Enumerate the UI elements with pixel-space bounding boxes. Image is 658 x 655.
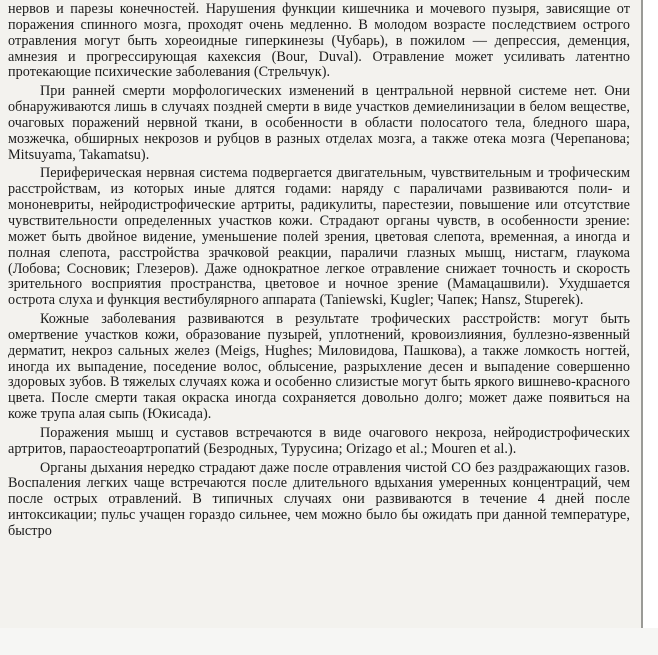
paragraph-6: Органы дыхания нередко страдают даже после отравления чистой CO без раздражающих газов. Воспаления легких чаще встречаются после длительного вдыхания умеренных концентраций, чем после острых отравлений. В типичных случаях они развиваются в течение 4 дней после интоксикации; пульс учащен гораздо сильнее, чем можно было бы ожидать при данной температуре, быстро [8, 459, 630, 539]
paragraph-2: При ранней смерти морфологических изменений в центральной нервной системе нет. Они обнаруживаются лишь в случаях поздней смерти в виде участков демиелинизации в белом веществе, очаговых поражений нервной ткани, в особенности в области полосатого тела, бледного шара, мозжечка, обширных некрозов и рубцов в разных отделах мозга, а также отека мозга (Черепанова; Mitsuyama, Takamatsu). [8, 83, 630, 163]
paragraph-1: нервов и парезы конечностей. Нарушения функции кишечника и мочевого пузыря, зависящие от поражения спинного мозга, проходят очень медленно. В молодом возрасте последствием острого отравления могут быть хореоидные гиперкинезы (Чубарь), в пожилом — депрессия, деменция, амнезия и прогрессирующая кахексия (Bour, Duval). Отравление может усиливать латентно протекающие психические заболевания (Стрельчук). [8, 1, 630, 81]
paragraph-5: Поражения мышц и суставов встречаются в виде очагового некроза, нейродистрофических артритов, параостеоартропатий (Безродных, Турусина; Orizago et al.; Mouren et al.). [8, 424, 630, 457]
bottom-margin [0, 628, 658, 655]
text-column [8, 2, 630, 540]
paragraph-3: Периферическая нервная система подвергается двигательным, чувствительным и трофическим расстройствам, из которых иные длятся годами: наряду с параличами развиваются поли- и мононевриты, нейродистрофические артриты, радикулиты, парестезии, повышение или отсутствие чувствительности определенных участков кожи. Страдают органы чувств, в особенности зрение: может быть двойное видение, уменьшение полей зрения, цветовая слепота, временная, а иногда и полная слепота, расстройства зрачковой реакции, параличи глазных мышц, нистагм, глаукома (Лобова; Сосновик; Глезеров). Даже однократное легкое отравление снижает точность и скорость зрительного восприятия пространства, цветовое и ночное зрение (Мамацашвили). Ухудшается острота слуха и функция вестибулярного аппарата (Taniewski, Kugler; Чапек; Hansz, Stuperek). [8, 165, 630, 309]
scan-border [641, 0, 643, 628]
paragraph-4: Кожные заболевания развиваются в результате трофических расстройств: могут быть омертвение участков кожи, образование пузырей, уплотнений, кровоизлияния, буллезно-язвенный дерматит, некроз сальных желез (Meigs, Hughes; Миловидова, Пашкова), а также ломкость ногтей, иногда их выпадение, поседение волос, облысение, разрыхление десен и выпадение совершенно здоровых зубов. В тяжелых случаях кожа и особенно слизистые могут быть яркого вишнево-красного цвета. После смерти такая окраска иногда сохраняется довольно долго; может даже появиться на коже трупа алая сыпь (Юкисада). [8, 311, 630, 423]
